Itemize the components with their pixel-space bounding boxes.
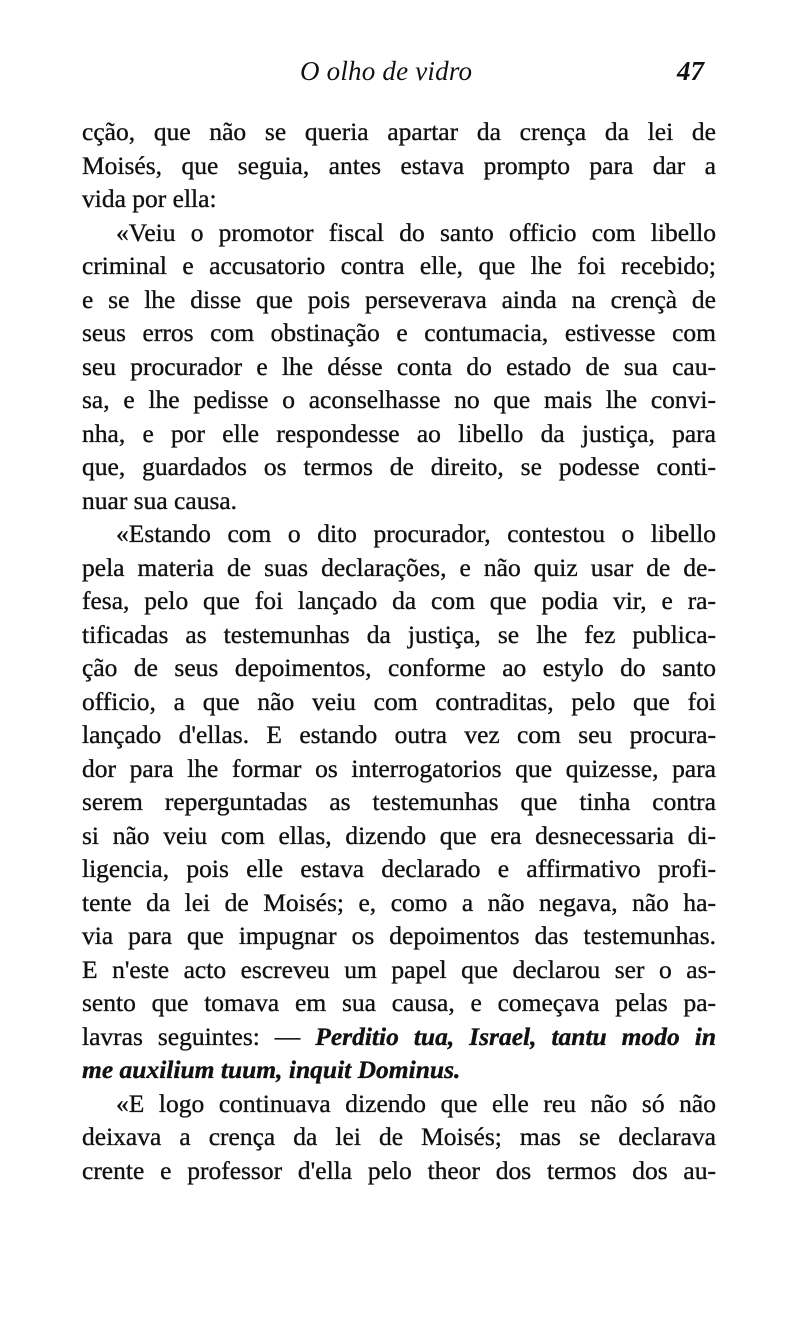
text-line: tificadas as testemunhas da justiça, se lhe fez publica-	[82, 619, 716, 649]
text-line: «Veiu o promotor fiscal do santo officio com libello	[116, 217, 716, 247]
text-line: nuar sua causa.	[82, 485, 238, 515]
plain-segment: lavras seguintes: —	[82, 1021, 316, 1051]
paragraph-4	[82, 1087, 716, 1188]
text-line: serem reperguntadas as testemunhas que tinha contra	[82, 787, 716, 816]
text-line: crente e professor d'ella pelo theor dos termos dos au-	[82, 1155, 716, 1185]
text-line: e se lhe disse que pois perseverava ainda na crençà de	[82, 284, 716, 314]
text-line: ligencia, pois elle estava declarado e affirmativo profi-	[82, 854, 716, 883]
text-line: sa, e lhe pedisse o aconselhasse no que mais lhe convi-	[82, 385, 716, 414]
page-number: 47	[677, 56, 704, 86]
body-text	[82, 115, 716, 1187]
paragraph-3	[82, 517, 716, 1087]
text-line: criminal e accusatorio contra elle, que lhe foi recebido;	[82, 251, 716, 280]
text-line: lançado d'ellas. E estando outra vez com seu procura-	[82, 720, 716, 749]
text-line: «Estando com o dito procurador, contestou o libello	[116, 519, 716, 548]
paragraph-2	[82, 216, 716, 518]
text-line: officio, a que não veiu com contraditas, pelo que foi	[82, 686, 716, 716]
page-header	[0, 56, 800, 96]
paragraph-1	[82, 115, 716, 216]
text-line: sento que tomava em sua causa, e começava pelas pa-	[82, 988, 716, 1017]
text-line: que, guardados os termos de direito, se podesse conti-	[82, 452, 716, 481]
text-line: cção, que não se queria apartar da crença da lei de	[82, 117, 716, 146]
italic-quote-segment: Perditio tua, Israel, tantu modo in	[315, 1021, 717, 1051]
text-line: pela materia de suas declarações, e não quiz usar de de-	[82, 552, 716, 582]
text-line: fesa, pelo que foi lançado da com que podia vir, e ra-	[82, 586, 716, 615]
text-line-with-italic	[82, 1020, 716, 1054]
text-line: nha, e por elle respondesse ao libello da justiça, para	[82, 418, 716, 448]
text-line: E n'este acto escreveu um papel que declarou ser o as-	[82, 954, 716, 984]
text-line: ção de seus depoimentos, conforme ao estylo do santo	[82, 653, 716, 682]
italic-quote-line: me auxilium tuum, inquit Dominus.	[82, 1055, 461, 1084]
text-line: seus erros com obstinação e contumacia, estivesse com	[82, 318, 716, 347]
running-title: O olho de vidro	[300, 56, 473, 86]
text-line: dor para lhe formar os interrogatorios que quizesse, para	[82, 753, 716, 783]
text-line: vida por ella:	[82, 184, 217, 213]
text-line: deixava a crença da lei de Moisés; mas se declarava	[82, 1122, 716, 1151]
text-line: si não veiu com ellas, dizendo que era desnecessaria di-	[82, 820, 716, 850]
text-line: via para que impugnar os depoimentos das testemunhas.	[82, 921, 716, 950]
text-line: tente da lei de Moisés; e, como a não negava, não ha-	[82, 887, 716, 917]
text-line: seu procurador e lhe désse conta do estado de sua cau-	[82, 351, 716, 381]
text-line: «E logo continuava dizendo que elle reu não só não	[116, 1088, 716, 1118]
text-line: Moisés, que seguia, antes estava prompto para dar a	[82, 150, 716, 180]
